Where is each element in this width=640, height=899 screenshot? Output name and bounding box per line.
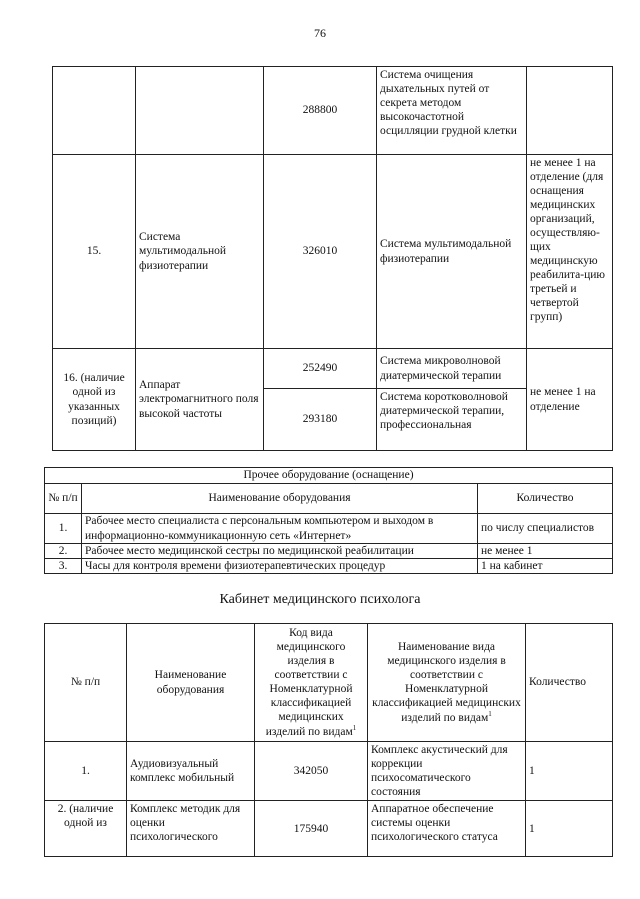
cell-qty: по числу специалистов [478,514,613,544]
cell-code: 293180 [264,389,377,451]
cell-code: 288800 [264,67,377,155]
cell-num: 15. [53,155,136,349]
header-num: № п/п [45,624,127,742]
header-name: Наименование оборудования [127,624,255,742]
footnote-mark: 1 [488,710,492,719]
page-number: 76 [314,26,326,40]
table-row [45,742,613,801]
cell-name: Комплекс методик для оценки психологического [127,801,255,857]
cell-qty [527,67,613,155]
cell-code: 175940 [255,801,368,857]
cell-num: 2. [45,544,82,559]
other-equipment-table [44,467,613,574]
header-code [255,624,368,742]
table-row [53,67,613,155]
cell-name: Аудиовизуальный комплекс мобильный [127,742,255,801]
table-row [45,514,613,544]
header-name: Наименование оборудования [82,484,478,514]
cell-code: 342050 [255,742,368,801]
section-title: Кабинет медицинского психолога [219,592,421,607]
cell-qty: не менее 1 на отделение [527,349,613,451]
cell-name: Аппарат электромагнитного поля высокой частоты [136,349,264,451]
cell-kind: Комплекс акустический для коррекции психосоматического состояния [368,742,526,801]
footnote-mark: 1 [352,724,357,733]
cell-qty: 1 [526,801,613,857]
cell-num [53,67,136,155]
header-kind-text: Наименование вида медицинского изделия в соответствии с Номенклатурной классификацией медицинских изделий по видам [372,641,521,724]
cell-name [136,67,264,155]
header-num: № п/п [45,484,82,514]
header-kind [368,624,526,742]
cell-name: Часы для контроля времени физиотерапевтических процедур [82,559,478,574]
cell-num: 1. [45,514,82,544]
cell-kind: Система микроволновой диатермической терапии [377,349,527,389]
cell-qty: не менее 1 на отделение (для оснащения медицинских организаций, осуществляю-щих медицинскую реабилита-цию третьей и четвертой групп) [527,155,613,349]
header-qty: Количество [478,484,613,514]
cell-qty: не менее 1 [478,544,613,559]
header-qty: Количество [526,624,613,742]
cell-name: Система мультимодальной физиотерапии [136,155,264,349]
cell-name: Рабочее место специалиста с персональным компьютером и выходом в информационно-коммуникационную сеть «Интернет» [82,514,478,544]
cell-num: 2. (наличие одной из [45,801,127,857]
table-row [53,155,613,349]
table-row [45,559,613,574]
header-code-text: Код вида медицинского изделия в соответствии с Номенклатурной классификацией медицинских изделий по видам [265,627,353,738]
equipment-table-continued [52,66,613,451]
cell-num: 3. [45,559,82,574]
cell-kind: Аппаратное обеспечение системы оценки психологического статуса [368,801,526,857]
cell-code: 326010 [264,155,377,349]
cell-qty: 1 на кабинет [478,559,613,574]
psychologist-equipment-table [44,623,613,857]
table-row [53,349,613,389]
cell-num: 1. [45,742,127,801]
cell-code: 252490 [264,349,377,389]
cell-kind: Система очищения дыхательных путей от секрета методом высокочастотной осцилляции грудной клетки [377,67,527,155]
cell-qty: 1 [526,742,613,801]
table-row [45,801,613,857]
table-row [45,544,613,559]
cell-num: 16. (наличие одной из указанных позиций) [53,349,136,451]
table-caption: Прочее оборудование (оснащение) [45,468,613,484]
cell-kind: Система коротковолновой диатермической терапии, профессиональная [377,389,527,451]
cell-kind: Система мультимодальной физиотерапии [377,155,527,349]
cell-name: Рабочее место медицинской сестры по медицинской реабилитации [82,544,478,559]
